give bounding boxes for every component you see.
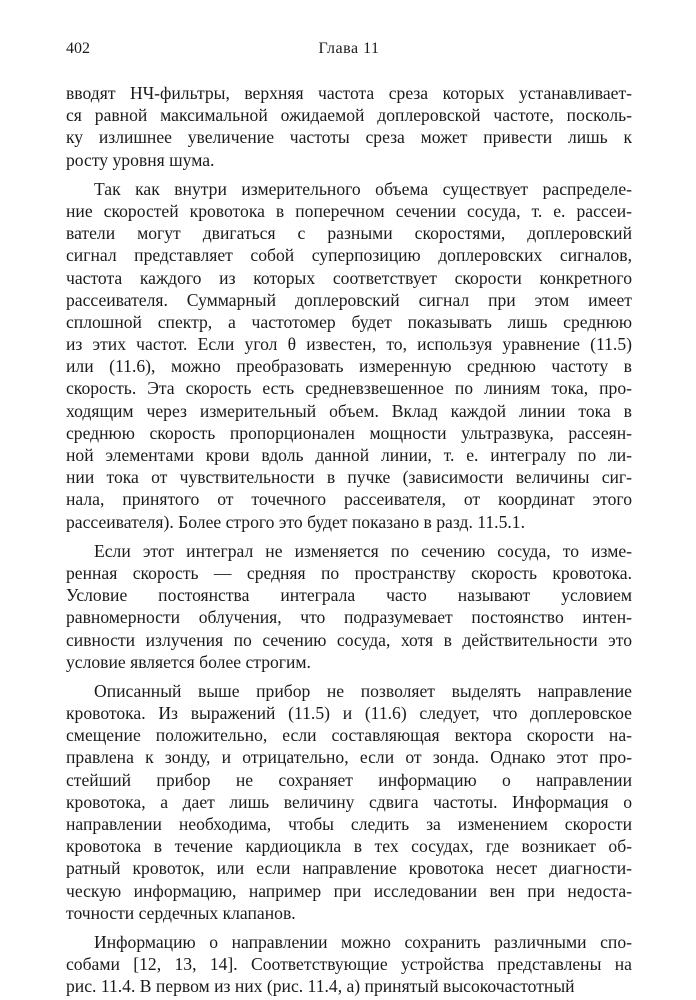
body-text	[66, 82, 632, 998]
text-line: рассеивателя. Суммарный доплеровский сигнал при этом имеет	[66, 289, 632, 310]
text-line: ся равной максимальной ожидаемой доплеровской частоте, посколь-	[66, 105, 632, 126]
text-line: равномерности облучения, что подразумевает постоянство интен-	[66, 607, 632, 628]
text-line: кровотока. Из выражений (11.5) и (11.6) следует, что доплеровское	[66, 703, 632, 724]
text-line: точности сердечных клапанов.	[66, 902, 296, 923]
text-line: ватели могут двигаться с разными скоростями, доплеровский	[66, 223, 632, 244]
paragraph	[66, 680, 632, 924]
text-line: рис. 11.4. В первом из них (рис. 11.4, а) принятый высокочастотный	[66, 976, 575, 997]
text-line: Описанный выше прибор не позволяет выделять направление	[94, 680, 632, 701]
text-line: или (11.6), можно преобразовать измеренную среднюю частоту в	[66, 356, 632, 377]
paragraph	[66, 931, 632, 998]
text-line: Условие постоянства интеграла часто называют условием	[66, 585, 632, 606]
text-line: смещение положительно, если составляющая вектора скорости на-	[66, 725, 632, 746]
text-line: условие является более строгим.	[66, 651, 311, 672]
text-line: кровотока в течение кардиоцикла в тех сосудах, где возникает об-	[66, 836, 632, 857]
text-line: ренная скорость — средняя по пространству скорость кровотока.	[66, 562, 632, 583]
text-line: сплошной спектр, а частотомер будет показывать лишь среднюю	[66, 311, 632, 332]
text-line: сивности излучения по сечению сосуда, хотя в действительности это	[66, 629, 632, 650]
text-line: правлена к зонду, и отрицательно, если от зонда. Однако этот про-	[66, 747, 632, 768]
text-line: нии тока от чувствительности в пучке (зависимости величины сиг-	[66, 467, 632, 488]
text-line: нала, принятого от точечного рассеивателя, от координат этого	[66, 489, 632, 510]
text-line: из этих частот. Если угол θ известен, то, используя уравнение (11.5)	[66, 334, 632, 355]
text-line: вводят НЧ-фильтры, верхняя частота среза которых устанавливает-	[66, 83, 632, 103]
text-line: ку излишнее увеличение частоты среза может привести лишь к	[66, 127, 632, 148]
text-line: ратный кровоток, или если направление кровотока несет диагности-	[66, 858, 632, 879]
page-number: 402	[66, 40, 90, 57]
text-line: рассеивателя). Более строго это будет показано в разд. 11.5.1.	[66, 511, 525, 532]
text-line: среднюю скорость пропорционален мощности ультразвука, рассеян-	[66, 422, 632, 443]
text-line: собами [12, 13, 14]. Соответствующие устройства представлены на	[66, 954, 632, 975]
text-line: росту уровня шума.	[66, 149, 215, 170]
book-page	[66, 36, 632, 998]
text-line: Информацию о направлении можно сохранить различными спо-	[94, 931, 632, 952]
page-header	[66, 36, 632, 60]
paragraph	[66, 540, 632, 673]
text-line: ной элементами крови вдоль данной линии, т. е. интегралу по ли-	[66, 445, 632, 465]
text-line: направлении необходима, чтобы следить за изменением скорости	[66, 814, 632, 834]
text-line: ние скоростей кровотока в поперечном сечении сосуда, т. е. рассеи-	[66, 200, 632, 221]
text-line: ческую информацию, например при исследовании вен при недоста-	[66, 880, 632, 901]
text-line: кровотока, а дает лишь величину сдвига частоты. Информация о	[66, 791, 632, 812]
text-line: скорость. Эта скорость есть средневзвешенное по линиям тока, про-	[66, 378, 632, 399]
paragraph	[66, 178, 632, 533]
paragraph	[66, 82, 632, 171]
text-line: Если этот интеграл не изменяется по сечению сосуда, то изме-	[94, 540, 632, 561]
chapter-title: Глава 11	[318, 40, 380, 57]
text-line: Так как внутри измерительного объема существует распределе-	[94, 178, 632, 199]
text-line: стейший прибор не сохраняет информацию о направлении	[66, 769, 632, 790]
text-line: сигнал представляет собой суперпозицию доплеровских сигналов,	[66, 245, 632, 266]
text-line: частота каждого из которых соответствует скорости конкретного	[66, 267, 632, 288]
text-line: ходящим через измерительный объем. Вклад каждой линии тока в	[66, 400, 632, 421]
